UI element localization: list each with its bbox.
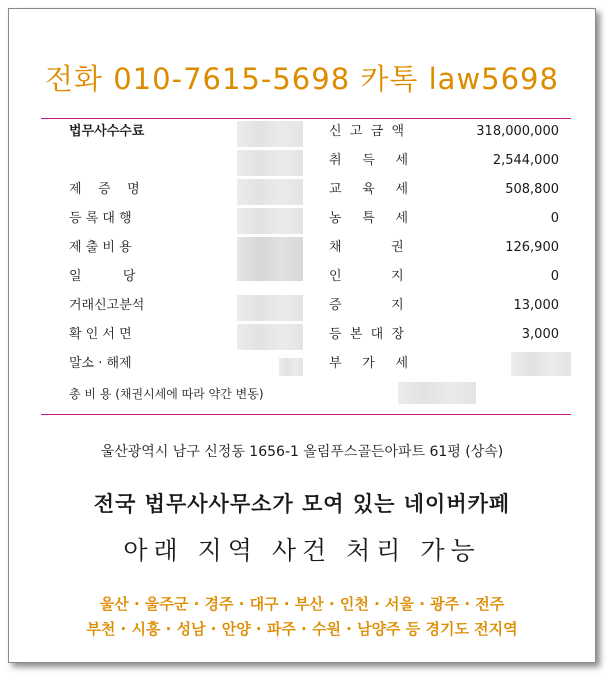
redacted-amount — [237, 324, 303, 350]
fee-label-daily-allowance: 일 당 — [69, 269, 136, 284]
service-regions-line-2: 부천 · 시흥 · 성남 · 안양 · 파주 · 수원 · 남양주 등 경기도 전지역 — [86, 620, 518, 638]
contact-phone-heading: 전화 010-7615-5698 카톡 law5698 — [45, 62, 559, 96]
tax-label-rural-special: 농 특 세 — [329, 211, 408, 226]
redacted-amount — [279, 358, 303, 376]
tax-label-education: 교 육 세 — [329, 182, 408, 197]
redacted-amount — [237, 208, 303, 234]
tax-label-bond: 채 권 — [329, 240, 404, 255]
promo-heading: 전국 법무사사무소가 모여 있는 네이버카페 — [93, 492, 511, 516]
fee-label-cancellation: 말소 · 해제 — [69, 356, 132, 371]
promo-subheading: 아래 지역 사건 처리 가능 — [123, 536, 481, 565]
fee-label-lawyer-fee: 법무사수수료 — [69, 124, 145, 139]
tax-label-acquisition: 취 득 세 — [329, 153, 408, 168]
tax-value-declared-amount: 318,000,000 — [476, 124, 559, 139]
tax-label-declared-amount: 신 고 금 액 — [329, 124, 405, 139]
tax-value-copy-register: 3,000 — [521, 327, 559, 342]
redacted-amount — [511, 352, 571, 376]
total-cost-label: 총 비 용 (채권시세에 따라 약간 변동) — [69, 387, 264, 401]
tax-value-acquisition: 2,544,000 — [492, 153, 559, 168]
tax-value-stamp: 0 — [550, 269, 559, 284]
service-regions-line-1: 울산 · 울주군 · 경주 · 대구 · 부산 · 인천 · 서울 · 광주 · 전주 — [99, 595, 505, 613]
redacted-amount — [237, 150, 303, 176]
redacted-amount — [237, 179, 303, 205]
table-top-rule — [41, 118, 571, 119]
redacted-amount — [237, 295, 303, 321]
fee-label-submission-cost: 제 출 비 용 — [69, 240, 132, 255]
fee-label-certificate: 제 증 명 — [69, 182, 140, 197]
fee-label-confirmation-document: 확 인 서 면 — [69, 327, 132, 342]
tax-value-rural-special: 0 — [550, 211, 559, 226]
fee-label-registration-agency: 등 록 대 행 — [69, 211, 132, 226]
redacted-amount — [237, 121, 303, 147]
tax-label-copy-register: 등 본 대 장 — [329, 327, 405, 342]
redacted-amount — [237, 237, 303, 281]
fee-label-transaction-report: 거래신고분석 — [69, 298, 145, 313]
document-frame — [8, 8, 596, 663]
tax-value-education: 508,800 — [505, 182, 559, 197]
table-bottom-rule — [41, 414, 571, 415]
tax-value-bond: 126,900 — [505, 240, 559, 255]
redacted-amount — [398, 382, 476, 404]
tax-label-stamp: 인 지 — [329, 269, 404, 284]
tax-value-revenue-stamp: 13,000 — [513, 298, 559, 313]
tax-label-vat: 부 가 세 — [329, 356, 408, 371]
tax-label-revenue-stamp: 증 지 — [329, 298, 404, 313]
property-address: 울산광역시 남구 신정동 1656-1 올림푸스골든아파트 61평 (상속) — [100, 444, 504, 460]
